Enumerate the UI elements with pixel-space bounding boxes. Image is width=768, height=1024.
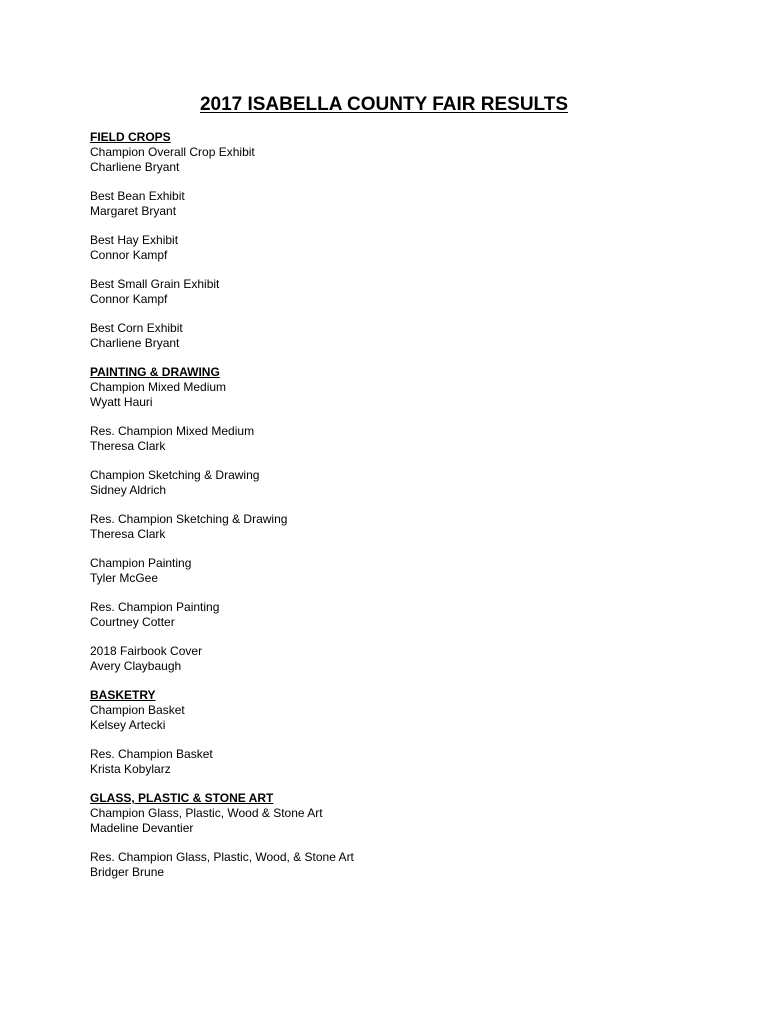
award-name: Champion Sketching & Drawing: [90, 468, 260, 482]
award-name: Best Small Grain Exhibit: [90, 277, 220, 291]
award-name: Champion Basket: [90, 703, 185, 717]
section-heading: BASKETRY: [90, 688, 156, 702]
award-name: 2018 Fairbook Cover: [90, 644, 203, 658]
winner-name: Kelsey Artecki: [90, 718, 166, 732]
award-name: Res. Champion Glass, Plastic, Wood, & Stone Art: [90, 850, 354, 864]
result-entry: [90, 747, 690, 777]
winner-name: Margaret Bryant: [90, 204, 177, 218]
results-list: [90, 130, 690, 880]
winner-name: Tyler McGee: [90, 571, 159, 585]
award-name: Best Hay Exhibit: [90, 233, 179, 247]
winner-name: Connor Kampf: [90, 292, 168, 306]
section-field-crops: [90, 130, 690, 351]
award-name: Res. Champion Basket: [90, 747, 213, 761]
award-name: Champion Painting: [90, 556, 192, 570]
result-entry: [90, 703, 690, 733]
section-heading: GLASS, PLASTIC & STONE ART: [90, 791, 274, 805]
page-title-text: 2017 ISABELLA COUNTY FAIR RESULTS: [199, 94, 569, 115]
result-entry: [90, 468, 690, 498]
result-entry: [90, 233, 690, 263]
section-glass-plastic-stone-art: [90, 791, 690, 880]
winner-name: Madeline Devantier: [90, 821, 194, 835]
award-name: Best Corn Exhibit: [90, 321, 183, 335]
section-heading: FIELD CROPS: [90, 130, 171, 144]
award-name: Res. Champion Mixed Medium: [90, 424, 255, 438]
award-name: Best Bean Exhibit: [90, 189, 185, 203]
winner-name: Sidney Aldrich: [90, 483, 167, 497]
winner-name: Theresa Clark: [90, 439, 166, 453]
result-entry: [90, 600, 690, 630]
section-painting-drawing: [90, 365, 690, 674]
result-entry: [90, 512, 690, 542]
winner-name: Krista Kobylarz: [90, 762, 171, 776]
result-entry: [90, 277, 690, 307]
award-name: Champion Overall Crop Exhibit: [90, 145, 255, 159]
award-name: Res. Champion Painting: [90, 600, 220, 614]
result-entry: [90, 556, 690, 586]
result-entry: [90, 806, 690, 836]
winner-name: Wyatt Hauri: [90, 395, 153, 409]
award-name: Champion Glass, Plastic, Wood & Stone Art: [90, 806, 323, 820]
result-entry: [90, 145, 690, 175]
result-entry: [90, 380, 690, 410]
winner-name: Charliene Bryant: [90, 160, 180, 174]
winner-name: Charliene Bryant: [90, 336, 180, 350]
section-basketry: [90, 688, 690, 777]
award-name: Champion Mixed Medium: [90, 380, 227, 394]
page-title: [0, 92, 768, 118]
result-entry: [90, 424, 690, 454]
winner-name: Avery Claybaugh: [90, 659, 182, 673]
result-entry: [90, 189, 690, 219]
result-entry: [90, 644, 690, 674]
winner-name: Connor Kampf: [90, 248, 168, 262]
winner-name: Theresa Clark: [90, 527, 166, 541]
result-entry: [90, 321, 690, 351]
section-heading: PAINTING & DRAWING: [90, 365, 220, 379]
award-name: Res. Champion Sketching & Drawing: [90, 512, 288, 526]
winner-name: Bridger Brune: [90, 865, 165, 879]
winner-name: Courtney Cotter: [90, 615, 175, 629]
result-entry: [90, 850, 690, 880]
